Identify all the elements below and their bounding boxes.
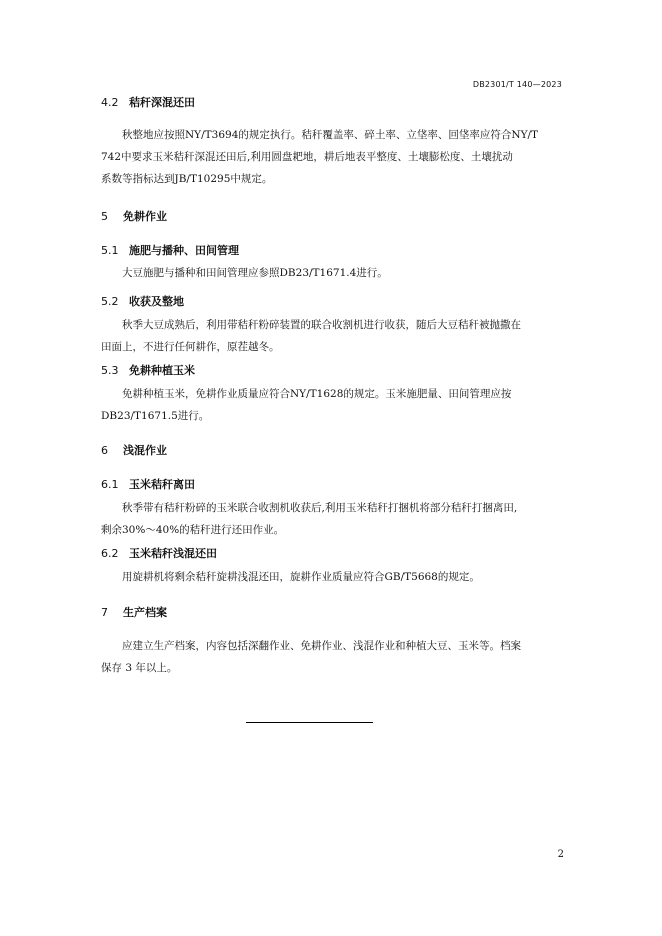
section-4-2-paragraph — [101, 124, 563, 190]
section-5-3-paragraph — [101, 383, 563, 427]
section-title: 生产档案 — [123, 606, 167, 619]
section-5-3-heading — [101, 362, 195, 378]
section-title: 免耕作业 — [123, 210, 167, 223]
paragraph-line: 剩余30%～40%的秸秆进行还田作业。 — [101, 524, 285, 536]
section-6-heading — [101, 442, 167, 458]
section-title: 玉米秸秆浅混还田 — [129, 547, 217, 560]
section-number: 6.1 — [101, 478, 119, 491]
paragraph-line: 应建立生产档案，内容包括深翻作业、免耕作业、浅混作业和种植大豆、玉米等。档案 — [122, 640, 521, 652]
paragraph-line: 742中要求玉米秸秆深混还田后,利用圆盘耙地，耕后地表平整度、土壤膨松度、土壤扰动 — [101, 151, 513, 163]
paragraph-line: 免耕种植玉米，免耕作业质量应符合NY/T1628的规定。玉米施肥量、田间管理应按 — [122, 388, 512, 400]
end-rule — [246, 722, 373, 723]
section-6-1-heading — [101, 476, 195, 492]
paragraph-line: 大豆施肥与播种和田间管理应参照DB23/T1671.4进行。 — [122, 267, 388, 279]
section-title: 秸秆深混还田 — [129, 96, 195, 109]
paragraph-line: 用旋耕机将剩余秸秆旋耕浅混还田，旋耕作业质量应符合GB/T5668的规定。 — [122, 571, 480, 583]
page-number: 2 — [557, 849, 564, 860]
section-number: 7 — [101, 606, 108, 619]
section-5-1-paragraph — [101, 262, 563, 284]
section-7-heading — [101, 604, 167, 620]
paragraph-line: DB23/T1671.5进行。 — [101, 410, 210, 422]
section-number: 6.2 — [101, 547, 119, 560]
section-7-paragraph — [101, 635, 563, 679]
section-number: 5.3 — [101, 364, 119, 377]
section-number: 6 — [101, 444, 108, 457]
section-5-2-paragraph — [101, 314, 563, 358]
section-title: 收获及整地 — [129, 295, 184, 308]
paragraph-line: 秋季带有秸秆粉碎的玉米联合收割机收获后,利用玉米秸秆打捆机将部分秸秆打捆离田, — [122, 502, 518, 514]
document-code: DB2301/T 140—2023 — [472, 80, 562, 89]
paragraph-line: 秋季大豆成熟后，利用带秸秆粉碎装置的联合收割机进行收获，随后大豆秸秆被抛撒在 — [122, 319, 521, 331]
section-6-2-heading — [101, 545, 217, 561]
section-4-2-heading — [101, 94, 195, 110]
section-number: 5.2 — [101, 295, 119, 308]
section-5-1-heading — [101, 242, 239, 258]
paragraph-line: 田面上，不进行任何耕作，原茬越冬。 — [101, 341, 280, 353]
paragraph-line: 秋整地应按照NY/T3694的规定执行。秸秆覆盖率、碎土率、立垡率、回垡率应符合NY/T — [122, 129, 539, 141]
section-5-heading — [101, 208, 167, 224]
paragraph-line: 保存 3 年以上。 — [101, 662, 178, 674]
section-number: 5.1 — [101, 244, 119, 257]
section-number: 5 — [101, 210, 108, 223]
section-title: 施肥与播种、田间管理 — [129, 244, 239, 257]
section-number: 4.2 — [101, 96, 119, 109]
section-title: 玉米秸秆离田 — [129, 478, 195, 491]
section-5-2-heading — [101, 293, 184, 309]
section-title: 浅混作业 — [123, 444, 167, 457]
section-6-1-paragraph — [101, 497, 563, 541]
section-title: 免耕种植玉米 — [129, 364, 195, 377]
section-6-2-paragraph — [101, 566, 563, 588]
paragraph-line: 系数等指标达到JB/T10295中规定。 — [101, 173, 273, 185]
